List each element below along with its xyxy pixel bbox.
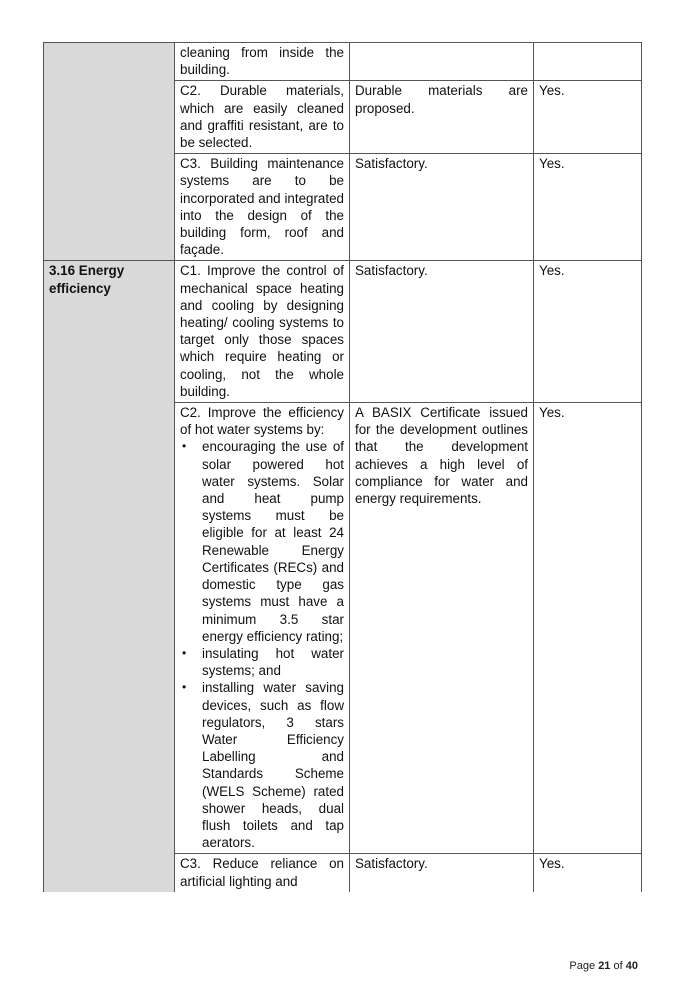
table-row [44,154,642,261]
section-cell [44,403,175,854]
section-cell-energy-efficiency: 3.16 Energy efficiency [44,261,175,403]
compliance-table [43,42,642,892]
page-word: Page [569,960,596,972]
table-row [44,81,642,154]
complies-cell: Yes. [534,403,642,854]
requirement-cell: C3. Building maintenance systems are to be incorporated and integrated into the design of the building form, roof and façade. [175,154,350,261]
table-row [44,403,642,854]
table-row [44,854,642,892]
response-cell: Satisfactory. [350,261,534,403]
table-row [44,43,642,81]
response-cell: A BASIX Certificate issued for the development outlines that the development achieves a high level of compliance for water and energy requirements. [350,403,534,854]
of-word: of [613,960,623,972]
requirement-cell: C3. Reduce reliance on artificial lighting and [175,854,350,892]
list-item: • installing water saving devices, such as flow regulators, 3 stars Water Efficiency Labelling and Standards Scheme (WELS Scheme) rated shower heads, dual flush toilets and tap aerators. [180,679,344,851]
requirement-intro: C2. Improve the efficiency of hot water systems by: [180,405,344,438]
response-cell: Durable materials are proposed. [350,81,534,154]
complies-cell: Yes. [534,154,642,261]
complies-cell: Yes. [534,261,642,403]
section-cell [44,854,175,892]
page-footer [569,960,638,972]
response-cell [350,43,534,81]
requirement-cell: C2. Durable materials, which are easily cleaned and graffiti resistant, are to be selected. [175,81,350,154]
requirement-bullet-list [180,438,344,851]
section-cell [44,81,175,154]
requirement-cell: C1. Improve the control of mechanical space heating and cooling by designing heating/ cooling systems to target only those spaces which require heating or cooling, not the whole building. [175,261,350,403]
requirement-cell [175,403,350,854]
requirement-cell: cleaning from inside the building. [175,43,350,81]
complies-cell: Yes. [534,81,642,154]
section-cell [44,43,175,81]
response-cell: Satisfactory. [350,854,534,892]
total-pages: 40 [625,960,638,972]
list-item: • encouraging the use of solar powered hot water systems. Solar and heat pump systems must be eligible for at least 24 Renewable Energy Certificates (RECs) and domestic type gas systems must have a minimum 3.5 star energy efficiency rating; [180,438,344,644]
complies-cell: Yes. [534,854,642,892]
section-cell [44,154,175,261]
response-cell: Satisfactory. [350,154,534,261]
complies-cell [534,43,642,81]
table-row [44,261,642,403]
page-number: 21 [598,960,611,972]
list-item: • insulating hot water systems; and [180,645,344,679]
